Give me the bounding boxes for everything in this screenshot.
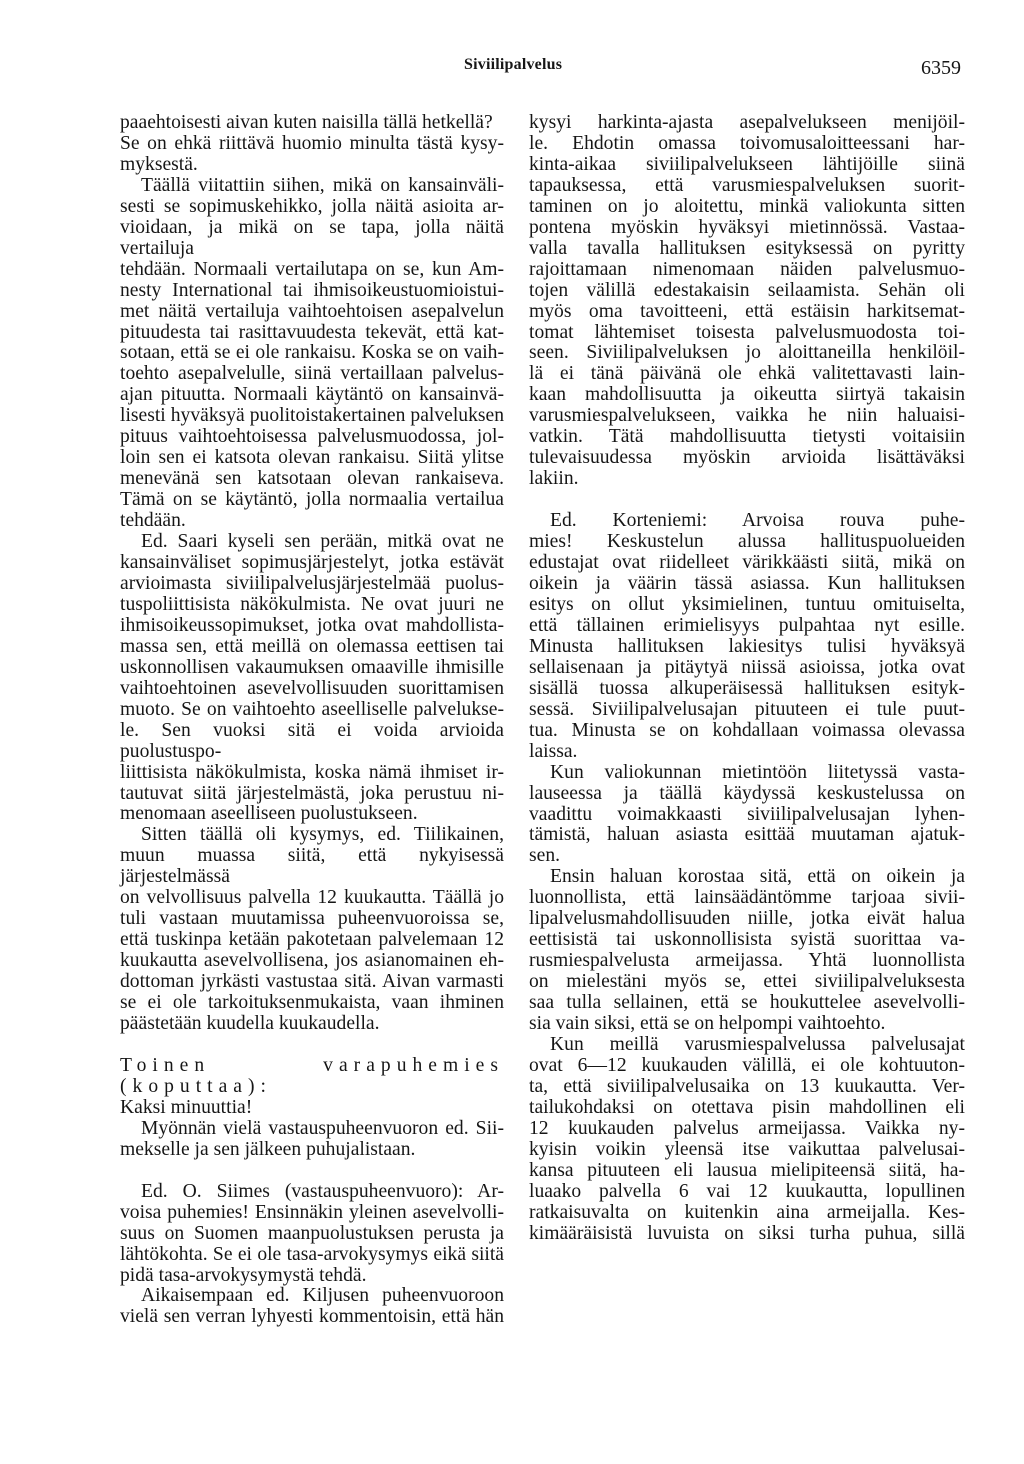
- text-line: Täällä viitattiin siihen, mikä on kansainväli-: [141, 174, 504, 196]
- text-line: sia vain siksi, että se on helpompi vaihtoehto.: [529, 1013, 886, 1035]
- text-line: sellaisenaan ja pitäytyä niissä asioissa, jotka ovat: [529, 656, 965, 678]
- text-line: muun muassa siitä, että nykyisessä järjestelmässä: [120, 845, 504, 888]
- text-line: päästetään kuudella kuukaudella.: [120, 1012, 380, 1034]
- text-line: Toinen varapuhemies (koputtaa):: [120, 1054, 504, 1097]
- text-line: nesty International tai ihmisoikeustuomioistui-: [120, 279, 504, 301]
- text-line: menomaan aseelliseen puolustukseen.: [120, 803, 418, 825]
- text-line: tomat lähtemiset toisesta palvelusmuodosta toi-: [529, 321, 965, 343]
- text-line: kyisin voikin yleensä itse vaikuttaa palvelusai-: [529, 1138, 965, 1160]
- text-line: le. Ehdotin omassa toivomusaloitteessani har-: [529, 132, 965, 154]
- text-line: oikein ja väärin tässä asiassa. Kun hallituksen: [529, 573, 965, 595]
- text-line: tuspoliittisista näkökulmista. Ne ovat juuri ne: [120, 593, 504, 615]
- text-line: sen.: [529, 845, 561, 867]
- text-line: on velvollisuus palvella 12 kuukautta. Täällä jo: [120, 887, 504, 909]
- text-line: myös oma tavoitteeni, että estäisin harkitsemat-: [529, 300, 965, 322]
- right-column: [529, 113, 965, 1245]
- text-line: suus on Suomen maanpuolustuksen perusta ja: [120, 1222, 504, 1244]
- text-line: Ed. Saari kyseli sen perään, mitkä ovat ne: [141, 531, 504, 553]
- text-line: se ei ole tarkoituksenmukaista, vaan ihminen: [120, 992, 504, 1014]
- text-line: tuli vastaan muutamissa puheenvuoroissa se,: [120, 908, 504, 930]
- text-line: sesti se sopimuskehikko, jolla näitä asioita ar-: [120, 195, 504, 217]
- text-line: Aikaisempaan ed. Kiljusen puheenvuoroon: [141, 1285, 504, 1307]
- text-line: tehdään. Normaali vertailutapa on se, kun Am-: [120, 258, 504, 280]
- text-line: pidä tasa-arvokysymystä tehdä.: [120, 1264, 367, 1286]
- text-line: mies! Keskustelun alussa hallituspuolueiden: [529, 531, 965, 553]
- text-line: Kun meillä varusmiespalvelussa palvelusajat: [550, 1033, 965, 1055]
- text-line: että tällainen erimielisyys pulpahtaa nyt esille.: [529, 614, 965, 636]
- text-line: Myönnän vielä vastauspuheenvuoron ed. Sii-: [141, 1117, 504, 1139]
- text-line: toehto asepalvelulle, siinä vertaillaan palvelus-: [120, 363, 504, 385]
- text-line: tojen välillä edestakaisin seilaamista. Sehän oli: [529, 279, 965, 301]
- left-column: [120, 113, 504, 1328]
- text-line: lisesti hyväksyä puolitoistakertainen palveluksen: [120, 405, 504, 427]
- text-line: Ensin haluan korostaa sitä, että on oikein ja: [550, 866, 965, 888]
- text-line: sisällä tuossa alkuperäisessä hallituksen esityk-: [529, 677, 965, 699]
- text-line: ratkaisuvalta on kuitenkin aina armeijalla. Kes-: [529, 1201, 965, 1223]
- text-line: tailukohdaksi on otettava pisin mahdollinen eli: [529, 1096, 965, 1118]
- text-line: tulevaisuudessa myöskin arvioida lisättäväksi: [529, 447, 965, 469]
- text-line: myksestä.: [120, 153, 198, 175]
- paragraph-gap: [120, 1161, 504, 1182]
- text-line: 12 kuukauden palvelus armeijassa. Vaikka ny-: [529, 1117, 965, 1139]
- text-line: tehdään.: [120, 510, 186, 532]
- text-line: lipalvelusmahdollisuuden niille, jotka eivät halua: [529, 908, 965, 930]
- text-line: sotaan, että se ei ole rankaisu. Koska se on vaih-: [120, 342, 504, 364]
- text-line: laissa.: [529, 740, 578, 762]
- text-line: Kun valiokunnan mietintöön liitetyssä vasta-: [550, 761, 965, 783]
- text-line: kysyi harkinta-ajasta asepalvelukseen menijöil-: [529, 112, 965, 133]
- text-line: vioidaan, ja mikä on se tapa, jolla näitä vertailuja: [120, 216, 504, 259]
- text-line: ihmisoikeussopimukset, jotka ovat mahdollista-: [120, 614, 504, 636]
- text-line: tapauksessa, että varusmiespalveluksen suorit-: [529, 174, 965, 196]
- text-line: edustajat ovat riidelleet värikkäästi siitä, mikä on: [529, 552, 965, 574]
- text-line: Minusta hallituksen lakiesitys tulisi hyväksyä: [529, 635, 965, 657]
- text-line: paaehtoisesti aivan kuten naisilla tällä hetkellä?: [120, 112, 493, 133]
- text-line: vatkin. Tätä mahdollisuutta tietysti voitaisiin: [529, 426, 965, 448]
- text-line: kaan mahdollisuutta ja oikeutta siirtyä takaisin: [529, 384, 965, 406]
- text-line: kansa pituuteen eli lausua mielipiteensä siitä, ha-: [529, 1159, 965, 1181]
- text-line: pontena myöskin hyväksyi mietinnössä. Vastaa-: [529, 216, 965, 238]
- text-line: pituudesta tai rasittavuudesta tekevät, että kat-: [120, 321, 504, 343]
- text-line: sessä. Siviilipalvelusajan pituuteen ei tule puut-: [529, 698, 965, 720]
- page-number: 6359: [921, 57, 961, 79]
- text-line: Sitten täällä oli kysymys, ed. Tiilikainen,: [141, 824, 504, 846]
- text-line: eettisistä tai uskonnollisista syistä suorittaa va-: [529, 929, 965, 951]
- text-line: että tuskinpa ketään pakotetaan palvelemaan 12: [120, 929, 504, 951]
- text-line: luonnollista, että lainsäädäntömme tarjoaa sivii-: [529, 887, 965, 909]
- text-line: muoto. Se on vaihtoehto aseelliselle palvelukse-: [120, 698, 504, 720]
- text-line: met näitä vertailuja vaihtoehtoisen asepalvelun: [120, 300, 504, 322]
- paragraph-gap: [120, 1035, 504, 1056]
- text-line: rusmiespalvelusta armeijassa. Yhtä luonnollista: [529, 950, 965, 972]
- text-line: tautuvat siitä järjestelmästä, joka perustuu ni-: [120, 782, 504, 804]
- text-line: esitys on ollut yksimielinen, tuntuu omituiselta,: [529, 593, 965, 615]
- text-line: voisa puhemies! Ensinnäkin yleinen asevelvolli-: [120, 1201, 504, 1223]
- text-line: luaako palvella 6 vai 12 kuukautta, lopullinen: [529, 1180, 965, 1202]
- text-line: pituus vaihtoehtoisessa palvelusmuodossa, jol-: [120, 426, 504, 448]
- text-line: Ed. O. Siimes (vastauspuheenvuoro): Ar-: [141, 1180, 504, 1202]
- text-line: mekselle ja sen jälkeen puhujalistaan.: [120, 1138, 416, 1160]
- text-line: menevänä sen katsotaan olevan rankaiseva.: [120, 468, 504, 490]
- text-line: Ed. Korteniemi: Arvoisa rouva puhe-: [550, 510, 965, 532]
- text-line: liittisista näkökulmista, koska nämä ihmiset ir-: [120, 761, 504, 783]
- text-line: uskonnollisen vakaumuksen omaaville ihmisille: [120, 656, 504, 678]
- text-line: massa sen, että meillä on olemassa eettisen tai: [120, 635, 504, 657]
- text-line: arvioimasta siviilipalvelusjärjestelmää puolus-: [120, 572, 504, 594]
- text-line: le. Sen vuoksi sitä ei voida arvioida puolustuspo-: [120, 719, 504, 762]
- text-line: ajan pituutta. Normaali käytäntö on kansainvä-: [120, 384, 504, 406]
- text-line: vaadittu voimakkaasti siviilipalvelusajan lyhen-: [529, 803, 965, 825]
- text-line: kansainväliset sopimusjärjestelyt, jotka estävät: [120, 552, 504, 574]
- text-line: lakiin.: [529, 468, 579, 490]
- text-line: Kaksi minuuttia!: [120, 1096, 253, 1118]
- text-line: tua. Minusta se on kohdallaan voimassa olevassa: [529, 719, 965, 741]
- text-line: saa tulla sellainen, että se houkuttelee asevelvolli-: [529, 992, 965, 1014]
- text-line: loin sen ei katsota olevan rankaisu. Siitä ylitse: [120, 447, 504, 469]
- text-line: ovat 6—12 kuukauden välillä, ei ole kohtuuton-: [529, 1054, 965, 1076]
- text-line: seen. Siviilipalveluksen jo aloittaneilla henkilöil-: [529, 342, 965, 364]
- text-line: ta, että siviilipalvelusaika on 13 kuukautta. Ver-: [529, 1075, 965, 1097]
- text-line: rajoittamaan nimenomaan näiden palvelusmuo-: [529, 258, 965, 280]
- running-head: Siviilipalvelus: [464, 56, 563, 73]
- text-line: tämistä, haluan asiasta esittää muutaman ajatuk-: [529, 824, 965, 846]
- text-line: kinta-aikaa siviilipalvelukseen lähtijöille siinä: [529, 153, 965, 175]
- paragraph-gap: [529, 490, 965, 511]
- text-line: kimääräisistä luvuista on siksi turha puhua, sillä: [529, 1222, 965, 1244]
- text-line: kuukautta asevelvollisena, jos asianomainen eh-: [120, 950, 504, 972]
- text-line: Tämä on se käytäntö, jolla normaalia vertailua: [120, 489, 504, 511]
- text-line: varusmiespalvelukseen, vaikka he niin haluaisi-: [529, 405, 965, 427]
- text-line: taminen on jo aloitettu, minkä valiokunta sitten: [529, 195, 965, 217]
- text-line: lä ei tänä päivänä ole ehkä valitettavasti lain-: [529, 363, 965, 385]
- text-line: lauseessa ja täällä käydyssä keskustelussa on: [529, 782, 965, 804]
- text-line: Se on ehkä riittävä huomio minulta tästä kysy-: [120, 132, 504, 154]
- text-line: on mielestäni myös se, ettei siviilipalveluksesta: [529, 971, 965, 993]
- text-line: valla tavalla hallituksen esityksessä on pyritty: [529, 237, 965, 259]
- text-line: dottoman jyrkästi vastustaa sitä. Aivan varmasti: [120, 971, 504, 993]
- text-line: vaihtoehtoinen asevelvollisuuden suorittamisen: [120, 677, 504, 699]
- text-line: lähtökohta. Se ei ole tasa-arvokysymys eikä siitä: [120, 1243, 504, 1265]
- text-line: vielä sen verran lyhyesti kommentoisin, että hän: [120, 1306, 504, 1328]
